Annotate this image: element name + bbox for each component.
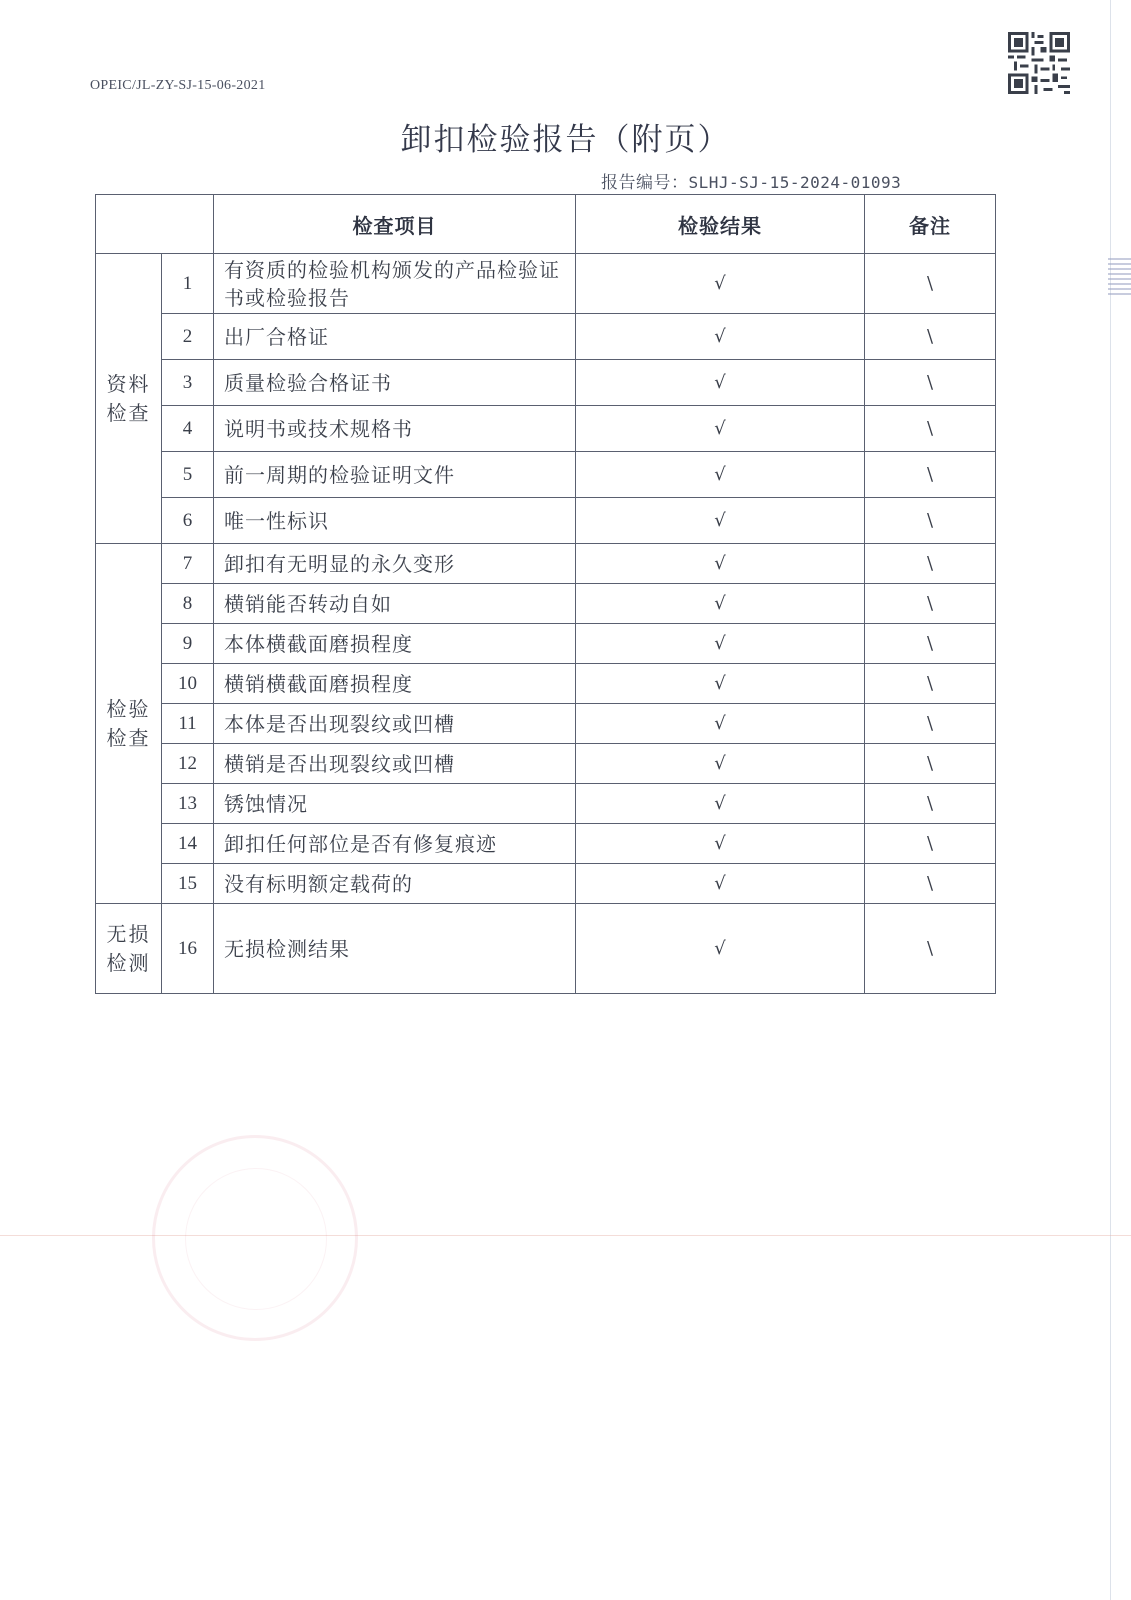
row-result: √ (576, 584, 865, 624)
row-note: \ (865, 744, 996, 784)
row-item: 无损检测结果 (214, 904, 576, 994)
row-number: 2 (162, 314, 214, 360)
header-item: 检查项目 (214, 195, 576, 254)
row-note: \ (865, 784, 996, 824)
faded-seal-stamp (152, 1135, 358, 1341)
table-row (96, 744, 996, 784)
table-row (96, 584, 996, 624)
row-note: \ (865, 704, 996, 744)
row-number: 10 (162, 664, 214, 704)
group-label-inspection: 检验 检查 (96, 544, 162, 904)
row-result: √ (576, 544, 865, 584)
row-note: \ (865, 664, 996, 704)
table-row (96, 314, 996, 360)
row-number: 5 (162, 452, 214, 498)
row-item: 说明书或技术规格书 (214, 406, 576, 452)
row-number: 13 (162, 784, 214, 824)
table-row (96, 544, 996, 584)
row-note: \ (865, 360, 996, 406)
row-number: 11 (162, 704, 214, 744)
row-number: 3 (162, 360, 214, 406)
row-note: \ (865, 544, 996, 584)
row-note: \ (865, 406, 996, 452)
table-row (96, 498, 996, 544)
row-item: 有资质的检验机构颁发的产品检验证书或检验报告 (214, 254, 576, 314)
row-number: 16 (162, 904, 214, 994)
row-number: 6 (162, 498, 214, 544)
row-note: \ (865, 824, 996, 864)
table-row (96, 624, 996, 664)
header-result: 检验结果 (576, 195, 865, 254)
row-note: \ (865, 864, 996, 904)
row-result: √ (576, 744, 865, 784)
row-number: 15 (162, 864, 214, 904)
row-item: 前一周期的检验证明文件 (214, 452, 576, 498)
row-result: √ (576, 406, 865, 452)
row-result: √ (576, 498, 865, 544)
table-row (96, 664, 996, 704)
row-number: 4 (162, 406, 214, 452)
scan-edge-mark (1108, 258, 1131, 298)
row-item: 卸扣有无明显的永久变形 (214, 544, 576, 584)
document-code: OPEIC/JL-ZY-SJ-15-06-2021 (90, 78, 266, 93)
row-number: 7 (162, 544, 214, 584)
report-number-label: 报告编号： (601, 173, 689, 193)
row-result: √ (576, 664, 865, 704)
header-corner (96, 195, 214, 254)
row-note: \ (865, 452, 996, 498)
table-row (96, 360, 996, 406)
table-row (96, 864, 996, 904)
row-item: 卸扣任何部位是否有修复痕迹 (214, 824, 576, 864)
table-row (96, 784, 996, 824)
table-row (96, 904, 996, 994)
row-item: 没有标明额定载荷的 (214, 864, 576, 904)
row-number: 12 (162, 744, 214, 784)
row-number: 1 (162, 254, 214, 314)
table-row (96, 704, 996, 744)
row-result: √ (576, 360, 865, 406)
row-result: √ (576, 704, 865, 744)
row-result: √ (576, 824, 865, 864)
row-note: \ (865, 254, 996, 314)
row-note: \ (865, 498, 996, 544)
row-note: \ (865, 314, 996, 360)
page-edge-line (1110, 0, 1111, 1600)
row-item: 横销横截面磨损程度 (214, 664, 576, 704)
table-row (96, 254, 996, 314)
page-title: 卸扣检验报告（附页） (400, 122, 731, 158)
row-result: √ (576, 254, 865, 314)
report-number-value: SLHJ-SJ-15-2024-01093 (688, 173, 902, 192)
row-note: \ (865, 624, 996, 664)
scan-fold-line (0, 1235, 1131, 1236)
header-note: 备注 (865, 195, 996, 254)
table-row (96, 406, 996, 452)
group-label-documents: 资料 检查 (96, 254, 162, 544)
row-item: 唯一性标识 (214, 498, 576, 544)
row-note: \ (865, 904, 996, 994)
row-result: √ (576, 904, 865, 994)
row-result: √ (576, 314, 865, 360)
table-row (96, 452, 996, 498)
row-item: 本体横截面磨损程度 (214, 624, 576, 664)
row-item: 质量检验合格证书 (214, 360, 576, 406)
row-number: 8 (162, 584, 214, 624)
table-row (96, 824, 996, 864)
row-item: 本体是否出现裂纹或凹槽 (214, 704, 576, 744)
group-label-ndt: 无损 检测 (96, 904, 162, 994)
qr-code-icon (1008, 32, 1070, 94)
report-number (601, 168, 901, 193)
row-result: √ (576, 452, 865, 498)
row-item: 横销是否出现裂纹或凹槽 (214, 744, 576, 784)
row-number: 9 (162, 624, 214, 664)
inspection-table (95, 194, 996, 994)
row-note: \ (865, 584, 996, 624)
row-item: 出厂合格证 (214, 314, 576, 360)
row-result: √ (576, 864, 865, 904)
row-result: √ (576, 624, 865, 664)
row-number: 14 (162, 824, 214, 864)
row-item: 横销能否转动自如 (214, 584, 576, 624)
row-item: 锈蚀情况 (214, 784, 576, 824)
row-result: √ (576, 784, 865, 824)
table-header-row (96, 195, 996, 254)
